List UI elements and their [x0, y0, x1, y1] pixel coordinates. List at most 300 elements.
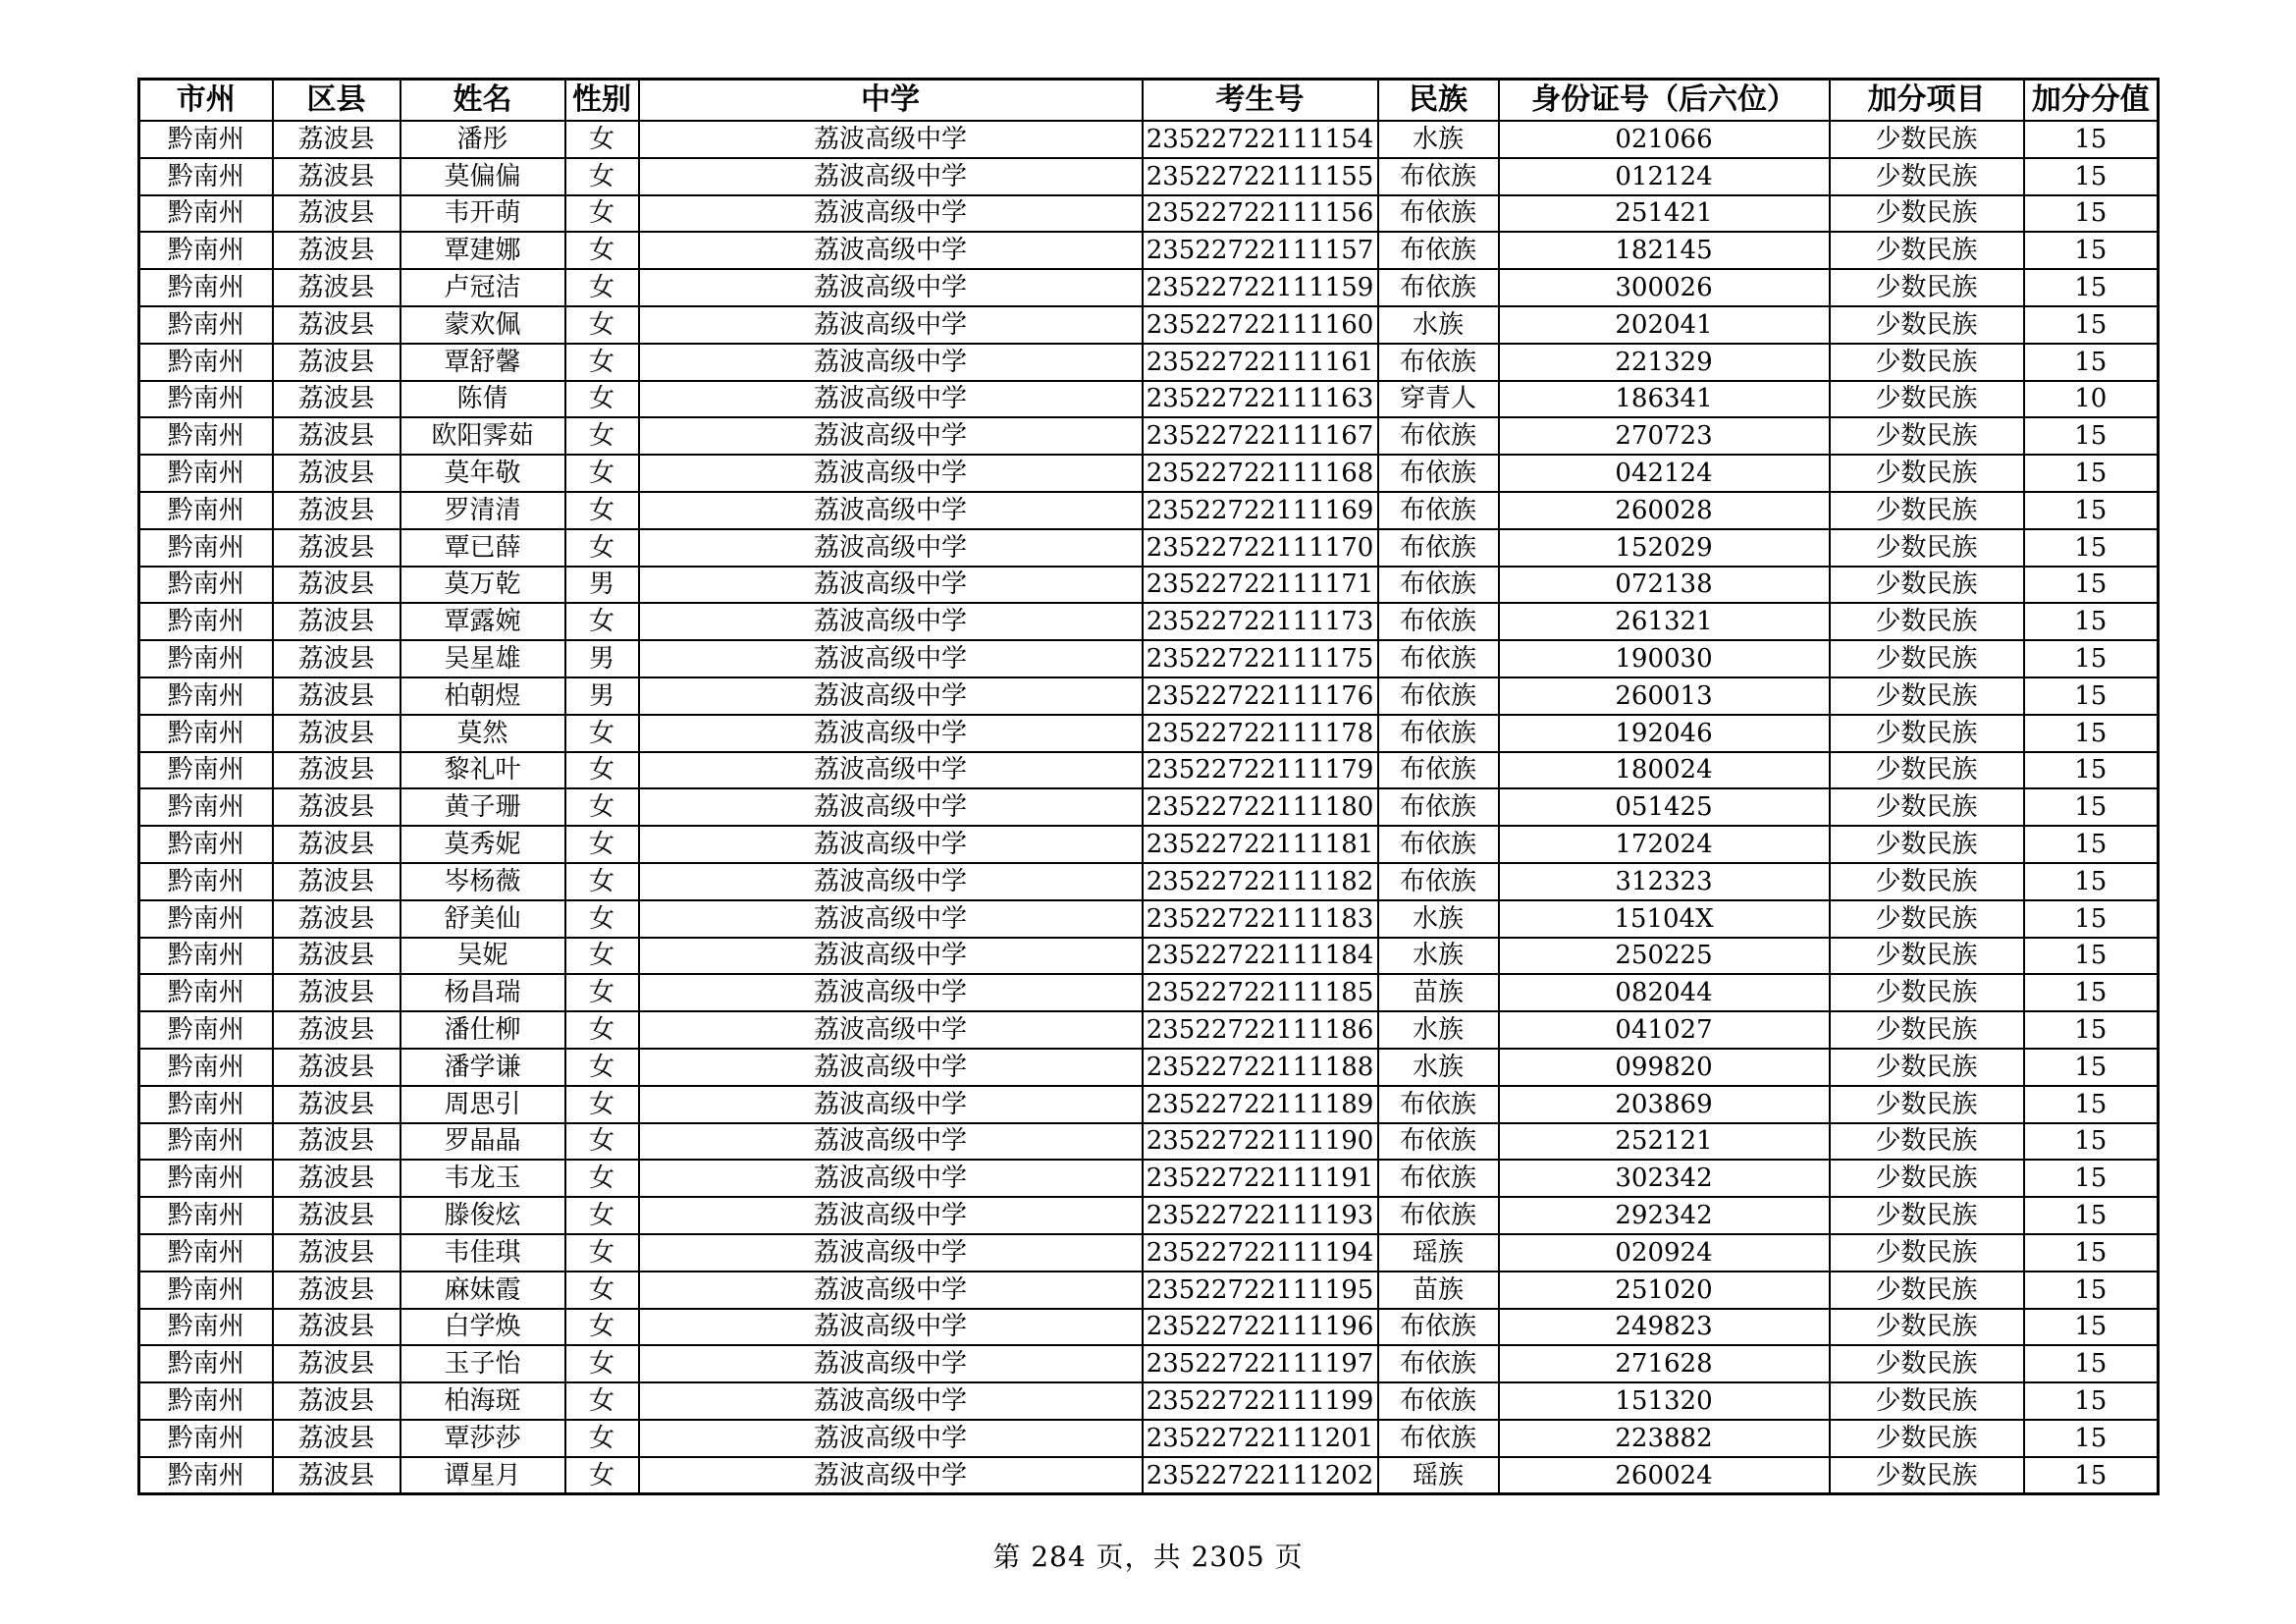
cell-bonus-value: 15 [2024, 715, 2159, 752]
table-row [139, 826, 2159, 863]
cell-ethnicity: 瑶族 [1378, 1234, 1499, 1272]
cell-id-last-six: 182145 [1499, 232, 1830, 269]
cell-school: 荔波高级中学 [639, 381, 1143, 418]
cell-id-last-six: 021066 [1499, 121, 1830, 158]
cell-name: 蒙欢佩 [400, 306, 565, 344]
cell-ethnicity: 苗族 [1378, 1272, 1499, 1309]
cell-bonus-value: 15 [2024, 603, 2159, 640]
cell-id-last-six: 082044 [1499, 974, 1830, 1011]
cell-ethnicity: 水族 [1378, 1011, 1499, 1049]
cell-ethnicity: 布依族 [1378, 344, 1499, 381]
cell-bonus-value: 15 [2024, 938, 2159, 975]
cell-id-last-six: 152029 [1499, 529, 1830, 567]
cell-bonus-value: 15 [2024, 640, 2159, 677]
cell-bonus-value: 15 [2024, 195, 2159, 233]
cell-name: 莫万乾 [400, 567, 565, 604]
cell-city: 黔南州 [139, 640, 273, 677]
cell-school: 荔波高级中学 [639, 640, 1143, 677]
cell-name: 陈倩 [400, 381, 565, 418]
cell-exam-number: 23522722111190 [1143, 1123, 1378, 1161]
cell-id-last-six: 020924 [1499, 1234, 1830, 1272]
cell-bonus-item: 少数民族 [1830, 306, 2024, 344]
cell-name: 周思引 [400, 1086, 565, 1123]
cell-city: 黔南州 [139, 715, 273, 752]
header-name: 姓名 [400, 80, 565, 122]
cell-bonus-value: 15 [2024, 232, 2159, 269]
cell-gender: 女 [565, 417, 639, 455]
cell-name: 覃露婉 [400, 603, 565, 640]
cell-gender: 女 [565, 715, 639, 752]
cell-school: 荔波高级中学 [639, 1457, 1143, 1494]
table-row [139, 1197, 2159, 1234]
cell-gender: 女 [565, 158, 639, 195]
cell-ethnicity: 布依族 [1378, 752, 1499, 789]
cell-gender: 女 [565, 1197, 639, 1234]
cell-ethnicity: 布依族 [1378, 1345, 1499, 1382]
cell-exam-number: 23522722111159 [1143, 269, 1378, 306]
cell-bonus-item: 少数民族 [1830, 938, 2024, 975]
cell-gender: 女 [565, 826, 639, 863]
cell-gender: 女 [565, 344, 639, 381]
cell-bonus-value: 15 [2024, 1160, 2159, 1197]
cell-school: 荔波高级中学 [639, 417, 1143, 455]
cell-school: 荔波高级中学 [639, 974, 1143, 1011]
cell-school: 荔波高级中学 [639, 1234, 1143, 1272]
cell-exam-number: 23522722111195 [1143, 1272, 1378, 1309]
cell-city: 黔南州 [139, 752, 273, 789]
cell-school: 荔波高级中学 [639, 752, 1143, 789]
cell-city: 黔南州 [139, 529, 273, 567]
cell-school: 荔波高级中学 [639, 344, 1143, 381]
header-county: 区县 [273, 80, 400, 122]
cell-bonus-value: 15 [2024, 1382, 2159, 1420]
cell-gender: 女 [565, 1123, 639, 1161]
cell-gender: 女 [565, 195, 639, 233]
cell-gender: 女 [565, 863, 639, 900]
cell-gender: 女 [565, 455, 639, 492]
cell-bonus-item: 少数民族 [1830, 974, 2024, 1011]
cell-bonus-value: 15 [2024, 344, 2159, 381]
cell-county: 荔波县 [273, 121, 400, 158]
cell-gender: 男 [565, 677, 639, 715]
cell-bonus-item: 少数民族 [1830, 1086, 2024, 1123]
cell-gender: 女 [565, 306, 639, 344]
cell-name: 潘学谦 [400, 1049, 565, 1086]
cell-name: 吴星雄 [400, 640, 565, 677]
cell-bonus-item: 少数民族 [1830, 826, 2024, 863]
cell-id-last-six: 260028 [1499, 492, 1830, 529]
table-row [139, 1049, 2159, 1086]
cell-school: 荔波高级中学 [639, 455, 1143, 492]
cell-ethnicity: 水族 [1378, 1049, 1499, 1086]
cell-county: 荔波县 [273, 381, 400, 418]
cell-city: 黔南州 [139, 826, 273, 863]
cell-name: 舒美仙 [400, 900, 565, 938]
cell-name: 吴妮 [400, 938, 565, 975]
cell-city: 黔南州 [139, 417, 273, 455]
cell-name: 玉子怡 [400, 1345, 565, 1382]
cell-name: 欧阳霁茹 [400, 417, 565, 455]
cell-bonus-value: 15 [2024, 1011, 2159, 1049]
cell-ethnicity: 布依族 [1378, 1309, 1499, 1346]
cell-bonus-item: 少数民族 [1830, 1382, 2024, 1420]
cell-bonus-value: 10 [2024, 381, 2159, 418]
cell-city: 黔南州 [139, 1049, 273, 1086]
cell-ethnicity: 布依族 [1378, 529, 1499, 567]
cell-gender: 女 [565, 752, 639, 789]
cell-county: 荔波县 [273, 492, 400, 529]
cell-gender: 女 [565, 1160, 639, 1197]
cell-bonus-item: 少数民族 [1830, 863, 2024, 900]
table-row [139, 603, 2159, 640]
cell-bonus-value: 15 [2024, 1309, 2159, 1346]
cell-county: 荔波县 [273, 455, 400, 492]
cell-gender: 女 [565, 1272, 639, 1309]
cell-name: 杨昌瑞 [400, 974, 565, 1011]
cell-id-last-six: 172024 [1499, 826, 1830, 863]
cell-city: 黔南州 [139, 938, 273, 975]
cell-exam-number: 23522722111197 [1143, 1345, 1378, 1382]
cell-gender: 女 [565, 1457, 639, 1494]
table-row [139, 121, 2159, 158]
cell-exam-number: 23522722111188 [1143, 1049, 1378, 1086]
cell-exam-number: 23522722111168 [1143, 455, 1378, 492]
cell-gender: 女 [565, 492, 639, 529]
cell-bonus-value: 15 [2024, 974, 2159, 1011]
cell-bonus-value: 15 [2024, 269, 2159, 306]
cell-exam-number: 23522722111173 [1143, 603, 1378, 640]
cell-school: 荔波高级中学 [639, 826, 1143, 863]
cell-ethnicity: 布依族 [1378, 715, 1499, 752]
cell-bonus-value: 15 [2024, 417, 2159, 455]
cell-ethnicity: 瑶族 [1378, 1457, 1499, 1494]
cell-ethnicity: 水族 [1378, 306, 1499, 344]
cell-county: 荔波县 [273, 567, 400, 604]
cell-school: 荔波高级中学 [639, 306, 1143, 344]
cell-school: 荔波高级中学 [639, 1123, 1143, 1161]
cell-city: 黔南州 [139, 1123, 273, 1161]
cell-ethnicity: 水族 [1378, 938, 1499, 975]
cell-city: 黔南州 [139, 603, 273, 640]
cell-county: 荔波县 [273, 863, 400, 900]
cell-bonus-item: 少数民族 [1830, 900, 2024, 938]
table-row [139, 640, 2159, 677]
cell-exam-number: 23522722111155 [1143, 158, 1378, 195]
cell-name: 韦开萌 [400, 195, 565, 233]
cell-exam-number: 23522722111167 [1143, 417, 1378, 455]
cell-county: 荔波县 [273, 1309, 400, 1346]
cell-county: 荔波县 [273, 715, 400, 752]
cell-exam-number: 23522722111183 [1143, 900, 1378, 938]
cell-bonus-item: 少数民族 [1830, 381, 2024, 418]
cell-school: 荔波高级中学 [639, 1160, 1143, 1197]
cell-city: 黔南州 [139, 381, 273, 418]
cell-ethnicity: 布依族 [1378, 1160, 1499, 1197]
cell-county: 荔波县 [273, 603, 400, 640]
cell-bonus-value: 15 [2024, 1049, 2159, 1086]
cell-id-last-six: 261321 [1499, 603, 1830, 640]
cell-id-last-six: 292342 [1499, 1197, 1830, 1234]
cell-exam-number: 23522722111179 [1143, 752, 1378, 789]
header-ethnicity: 民族 [1378, 80, 1499, 122]
cell-gender: 女 [565, 269, 639, 306]
cell-exam-number: 23522722111181 [1143, 826, 1378, 863]
cell-exam-number: 23522722111156 [1143, 195, 1378, 233]
cell-ethnicity: 穿青人 [1378, 381, 1499, 418]
cell-gender: 女 [565, 1234, 639, 1272]
cell-name: 覃建娜 [400, 232, 565, 269]
cell-name: 覃舒馨 [400, 344, 565, 381]
table-row [139, 232, 2159, 269]
cell-name: 柏海斑 [400, 1382, 565, 1420]
table-row [139, 752, 2159, 789]
cell-city: 黔南州 [139, 158, 273, 195]
table-row [139, 1123, 2159, 1161]
cell-school: 荔波高级中学 [639, 1309, 1143, 1346]
cell-county: 荔波县 [273, 1197, 400, 1234]
cell-bonus-item: 少数民族 [1830, 752, 2024, 789]
cell-ethnicity: 布依族 [1378, 677, 1499, 715]
cell-name: 黎礼叶 [400, 752, 565, 789]
cell-name: 莫偏偏 [400, 158, 565, 195]
cell-name: 柏朝煜 [400, 677, 565, 715]
cell-gender: 女 [565, 900, 639, 938]
cell-city: 黔南州 [139, 863, 273, 900]
cell-name: 滕俊炫 [400, 1197, 565, 1234]
cell-name: 韦佳琪 [400, 1234, 565, 1272]
cell-county: 荔波县 [273, 677, 400, 715]
cell-ethnicity: 布依族 [1378, 863, 1499, 900]
header-row [139, 80, 2159, 122]
cell-bonus-item: 少数民族 [1830, 603, 2024, 640]
cell-bonus-item: 少数民族 [1830, 269, 2024, 306]
cell-county: 荔波县 [273, 974, 400, 1011]
cell-ethnicity: 布依族 [1378, 492, 1499, 529]
cell-school: 荔波高级中学 [639, 158, 1143, 195]
cell-gender: 女 [565, 121, 639, 158]
cell-gender: 女 [565, 529, 639, 567]
cell-county: 荔波县 [273, 417, 400, 455]
cell-gender: 女 [565, 938, 639, 975]
cell-county: 荔波县 [273, 1011, 400, 1049]
table-row [139, 1272, 2159, 1309]
cell-exam-number: 23522722111163 [1143, 381, 1378, 418]
cell-bonus-value: 15 [2024, 529, 2159, 567]
cell-city: 黔南州 [139, 788, 273, 826]
table-row [139, 567, 2159, 604]
cell-county: 荔波县 [273, 344, 400, 381]
cell-bonus-value: 15 [2024, 1234, 2159, 1272]
cell-name: 岑杨薇 [400, 863, 565, 900]
cell-bonus-item: 少数民族 [1830, 1234, 2024, 1272]
cell-bonus-value: 15 [2024, 752, 2159, 789]
cell-id-last-six: 051425 [1499, 788, 1830, 826]
table-row [139, 677, 2159, 715]
cell-city: 黔南州 [139, 1382, 273, 1420]
cell-city: 黔南州 [139, 1345, 273, 1382]
cell-ethnicity: 布依族 [1378, 232, 1499, 269]
cell-bonus-item: 少数民族 [1830, 1457, 2024, 1494]
cell-name: 莫年敬 [400, 455, 565, 492]
cell-ethnicity: 水族 [1378, 900, 1499, 938]
cell-bonus-item: 少数民族 [1830, 567, 2024, 604]
cell-county: 荔波县 [273, 1345, 400, 1382]
cell-exam-number: 23522722111186 [1143, 1011, 1378, 1049]
table-row [139, 938, 2159, 975]
cell-school: 荔波高级中学 [639, 1049, 1143, 1086]
cell-bonus-value: 15 [2024, 788, 2159, 826]
header-id-last-six: 身份证号（后六位） [1499, 80, 1830, 122]
cell-exam-number: 23522722111176 [1143, 677, 1378, 715]
cell-bonus-value: 15 [2024, 677, 2159, 715]
cell-exam-number: 23522722111157 [1143, 232, 1378, 269]
cell-bonus-value: 15 [2024, 121, 2159, 158]
cell-name: 卢冠洁 [400, 269, 565, 306]
cell-exam-number: 23522722111182 [1143, 863, 1378, 900]
table-row [139, 158, 2159, 195]
cell-ethnicity: 布依族 [1378, 1382, 1499, 1420]
cell-school: 荔波高级中学 [639, 788, 1143, 826]
cell-school: 荔波高级中学 [639, 121, 1143, 158]
cell-bonus-item: 少数民族 [1830, 677, 2024, 715]
cell-ethnicity: 布依族 [1378, 417, 1499, 455]
cell-bonus-item: 少数民族 [1830, 1049, 2024, 1086]
cell-bonus-item: 少数民族 [1830, 1345, 2024, 1382]
cell-id-last-six: 012124 [1499, 158, 1830, 195]
cell-county: 荔波县 [273, 269, 400, 306]
cell-exam-number: 23522722111199 [1143, 1382, 1378, 1420]
cell-gender: 女 [565, 1309, 639, 1346]
cell-county: 荔波县 [273, 1049, 400, 1086]
table-row [139, 269, 2159, 306]
table-row [139, 306, 2159, 344]
cell-id-last-six: 250225 [1499, 938, 1830, 975]
cell-bonus-value: 15 [2024, 306, 2159, 344]
cell-exam-number: 23522722111161 [1143, 344, 1378, 381]
cell-county: 荔波县 [273, 529, 400, 567]
cell-city: 黔南州 [139, 1234, 273, 1272]
cell-school: 荔波高级中学 [639, 715, 1143, 752]
cell-bonus-item: 少数民族 [1830, 1197, 2024, 1234]
cell-city: 黔南州 [139, 974, 273, 1011]
cell-gender: 男 [565, 640, 639, 677]
cell-county: 荔波县 [273, 900, 400, 938]
cell-county: 荔波县 [273, 1457, 400, 1494]
cell-exam-number: 23522722111185 [1143, 974, 1378, 1011]
cell-bonus-item: 少数民族 [1830, 195, 2024, 233]
cell-bonus-value: 15 [2024, 567, 2159, 604]
cell-gender: 男 [565, 567, 639, 604]
cell-city: 黔南州 [139, 1420, 273, 1457]
cell-exam-number: 23522722111194 [1143, 1234, 1378, 1272]
table-row [139, 344, 2159, 381]
cell-county: 荔波县 [273, 1123, 400, 1161]
cell-county: 荔波县 [273, 1272, 400, 1309]
cell-gender: 女 [565, 381, 639, 418]
cell-city: 黔南州 [139, 1309, 273, 1346]
header-gender: 性别 [565, 80, 639, 122]
cell-ethnicity: 布依族 [1378, 158, 1499, 195]
cell-school: 荔波高级中学 [639, 232, 1143, 269]
cell-exam-number: 23522722111178 [1143, 715, 1378, 752]
table-row [139, 529, 2159, 567]
cell-bonus-item: 少数民族 [1830, 1272, 2024, 1309]
cell-exam-number: 23522722111171 [1143, 567, 1378, 604]
cell-bonus-item: 少数民族 [1830, 158, 2024, 195]
cell-bonus-item: 少数民族 [1830, 715, 2024, 752]
cell-id-last-six: 260013 [1499, 677, 1830, 715]
cell-school: 荔波高级中学 [639, 938, 1143, 975]
cell-city: 黔南州 [139, 900, 273, 938]
cell-exam-number: 23522722111154 [1143, 121, 1378, 158]
cell-county: 荔波县 [273, 826, 400, 863]
cell-exam-number: 23522722111201 [1143, 1420, 1378, 1457]
cell-name: 莫秀妮 [400, 826, 565, 863]
table-row [139, 195, 2159, 233]
cell-id-last-six: 041027 [1499, 1011, 1830, 1049]
cell-id-last-six: 202041 [1499, 306, 1830, 344]
cell-id-last-six: 072138 [1499, 567, 1830, 604]
cell-id-last-six: 221329 [1499, 344, 1830, 381]
cell-bonus-value: 15 [2024, 900, 2159, 938]
cell-city: 黔南州 [139, 567, 273, 604]
cell-gender: 女 [565, 788, 639, 826]
cell-city: 黔南州 [139, 269, 273, 306]
cell-city: 黔南州 [139, 121, 273, 158]
cell-id-last-six: 186341 [1499, 381, 1830, 418]
cell-name: 覃已薛 [400, 529, 565, 567]
table-row [139, 974, 2159, 1011]
cell-bonus-item: 少数民族 [1830, 232, 2024, 269]
cell-name: 莫然 [400, 715, 565, 752]
cell-county: 荔波县 [273, 788, 400, 826]
cell-bonus-value: 15 [2024, 492, 2159, 529]
table-row [139, 1011, 2159, 1049]
cell-gender: 女 [565, 974, 639, 1011]
cell-exam-number: 23522722111184 [1143, 938, 1378, 975]
cell-ethnicity: 布依族 [1378, 269, 1499, 306]
cell-ethnicity: 布依族 [1378, 1420, 1499, 1457]
cell-school: 荔波高级中学 [639, 529, 1143, 567]
cell-id-last-six: 271628 [1499, 1345, 1830, 1382]
cell-bonus-value: 15 [2024, 863, 2159, 900]
cell-county: 荔波县 [273, 1086, 400, 1123]
cell-city: 黔南州 [139, 1160, 273, 1197]
cell-school: 荔波高级中学 [639, 1086, 1143, 1123]
table-row [139, 492, 2159, 529]
cell-id-last-six: 249823 [1499, 1309, 1830, 1346]
cell-id-last-six: 15104X [1499, 900, 1830, 938]
header-city: 市州 [139, 80, 273, 122]
cell-gender: 女 [565, 1345, 639, 1382]
cell-school: 荔波高级中学 [639, 1345, 1143, 1382]
cell-city: 黔南州 [139, 1457, 273, 1494]
table-row [139, 1309, 2159, 1346]
cell-county: 荔波县 [273, 1160, 400, 1197]
cell-name: 罗晶晶 [400, 1123, 565, 1161]
table-row [139, 455, 2159, 492]
cell-name: 潘仕柳 [400, 1011, 565, 1049]
cell-county: 荔波县 [273, 752, 400, 789]
cell-bonus-value: 15 [2024, 1086, 2159, 1123]
cell-city: 黔南州 [139, 455, 273, 492]
cell-name: 韦龙玉 [400, 1160, 565, 1197]
cell-bonus-value: 15 [2024, 1123, 2159, 1161]
cell-county: 荔波县 [273, 938, 400, 975]
cell-ethnicity: 水族 [1378, 121, 1499, 158]
cell-exam-number: 23522722111169 [1143, 492, 1378, 529]
cell-exam-number: 23522722111202 [1143, 1457, 1378, 1494]
